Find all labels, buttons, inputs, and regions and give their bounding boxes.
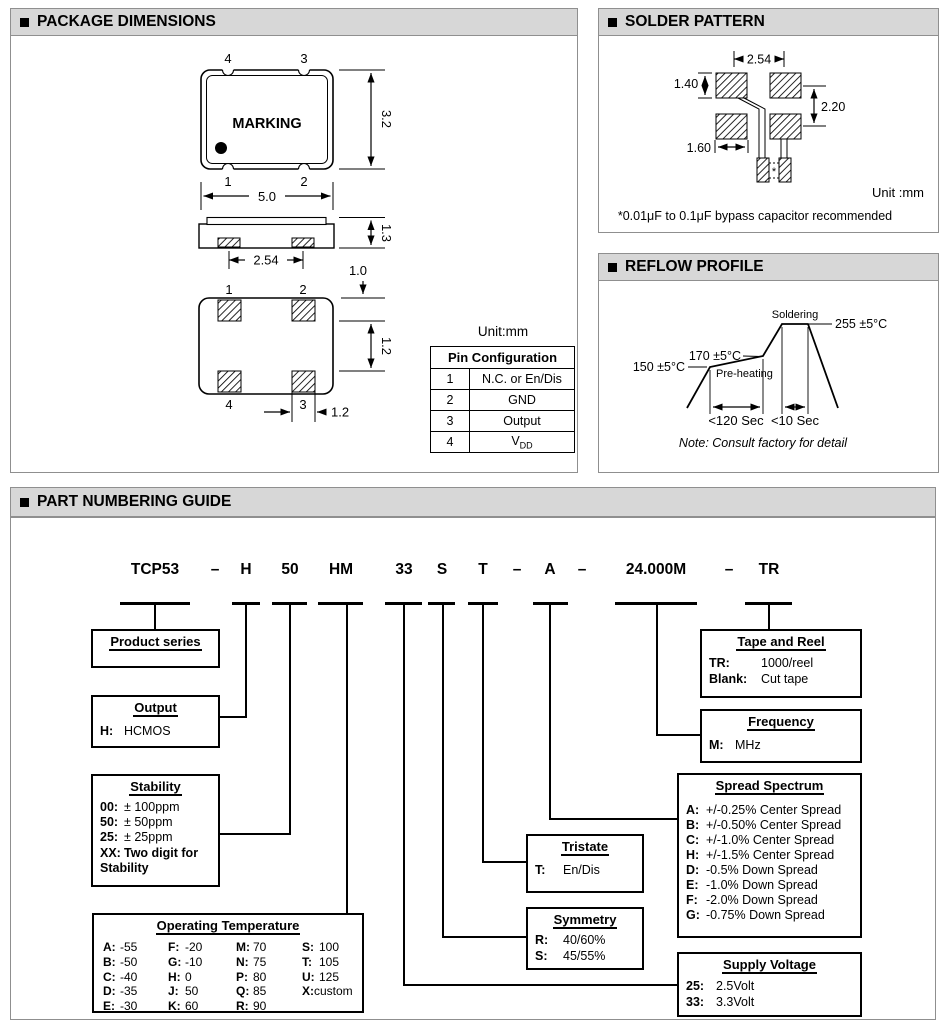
code-value: 0 xyxy=(185,969,192,984)
connector-line xyxy=(549,818,677,820)
code-line xyxy=(686,818,860,833)
code-value: 70 xyxy=(253,940,267,954)
section-bullet-icon xyxy=(608,18,617,27)
code-value: -2.0% Down Spread xyxy=(706,893,818,907)
code-value: -0.75% Down Spread xyxy=(706,908,825,922)
code-value: 80 xyxy=(253,969,267,984)
code-value: custom xyxy=(314,984,353,999)
connector-line xyxy=(403,984,677,986)
part-number-token: T xyxy=(478,561,488,578)
section-title: PACKAGE DIMENSIONS xyxy=(37,13,216,30)
code-key: R: xyxy=(535,933,549,947)
section-title: REFLOW PROFILE xyxy=(625,258,764,275)
reflow-profile-body xyxy=(599,281,938,472)
spread-spectrum-box xyxy=(677,773,862,938)
code-value: 85 xyxy=(253,984,267,999)
code-value: -30 xyxy=(120,999,138,1014)
code-key: H: xyxy=(168,969,181,984)
section-bullet-icon xyxy=(20,498,29,507)
part-number-token: HM xyxy=(328,561,354,578)
code-key: E: xyxy=(103,999,115,1014)
box-title-text: Supply Voltage xyxy=(723,957,816,972)
code-value: Cut tape xyxy=(761,671,809,686)
code-value: -55 xyxy=(120,940,138,954)
code-line xyxy=(302,955,353,970)
package-dimensions-panel xyxy=(10,8,578,473)
code-value: -50 xyxy=(120,954,138,969)
code-value: -1.0% Down Spread xyxy=(706,878,818,892)
code-key: TR: xyxy=(709,656,730,670)
code-value: 45/55% xyxy=(563,948,606,963)
code-key: 00: xyxy=(100,800,119,814)
unit-label: Unit:mm xyxy=(477,324,529,339)
code-line xyxy=(686,863,860,878)
part-number-separator: – xyxy=(577,561,587,578)
solder-pattern-panel xyxy=(598,8,939,233)
code-value: Two digit for xyxy=(124,845,199,860)
code-value: 75 xyxy=(253,954,267,969)
pin-function-cell: Output xyxy=(470,411,575,432)
code-value: 40/60% xyxy=(563,933,606,947)
code-key: K: xyxy=(168,999,181,1014)
package-dimensions-body xyxy=(11,36,577,472)
product-series-box xyxy=(91,629,220,668)
code-line xyxy=(535,863,642,879)
box-title xyxy=(702,714,860,730)
vdd-sub: DD xyxy=(519,440,533,451)
box-title xyxy=(93,634,218,650)
code-line xyxy=(236,955,302,970)
code-key: M: xyxy=(236,940,250,954)
code-value: -0.5% Down Spread xyxy=(706,863,818,877)
dim-standoff-label: 1.0 xyxy=(348,263,368,278)
code-line xyxy=(100,724,218,740)
code-line xyxy=(302,970,353,985)
pin-table-header-row xyxy=(431,347,575,369)
tristate-box xyxy=(526,834,644,893)
code-key: H: xyxy=(686,848,700,862)
part-number-token: H xyxy=(240,561,252,578)
code-value: 50 xyxy=(185,984,199,999)
code-line xyxy=(168,999,236,1014)
code-line xyxy=(103,999,168,1014)
box-title-text: Tristate xyxy=(561,839,609,854)
reflow-profile-chart xyxy=(599,281,938,472)
code-key: 33: xyxy=(686,994,705,1009)
code-value: 3.3Volt xyxy=(716,994,755,1009)
code-line xyxy=(686,848,860,863)
operating-temperature-grid xyxy=(103,940,362,1014)
connector-line xyxy=(442,605,444,938)
code-value: ± 50ppm xyxy=(124,815,173,830)
code-value: +/-1.5% Center Spread xyxy=(706,848,835,862)
code-line xyxy=(686,908,860,923)
connector-line xyxy=(154,605,156,629)
unit-label: Unit :mm xyxy=(872,185,924,200)
code-line xyxy=(103,940,168,955)
connector-line xyxy=(403,605,405,986)
connector-line xyxy=(482,861,526,863)
package-dimensions-header xyxy=(11,9,577,36)
preheat-temp-label: 150 ±5°C xyxy=(632,360,685,374)
pin-number-label: 3 xyxy=(300,51,308,66)
solder-pattern-header xyxy=(599,9,938,36)
part-number-token: 24.000M xyxy=(625,561,687,578)
connector-line xyxy=(442,936,526,938)
dim-pad-width-label: 1.2 xyxy=(331,404,350,420)
marking-label: MARKING xyxy=(232,116,302,132)
code-line xyxy=(302,940,353,955)
code-line xyxy=(686,833,860,848)
pin-function-cell: N.C. or En/Dis xyxy=(470,369,575,390)
part-number-separator: – xyxy=(724,561,734,578)
code-key: E: xyxy=(686,878,699,892)
part-number-token: 50 xyxy=(281,561,299,578)
box-title xyxy=(679,778,860,794)
code-value: ± 100ppm xyxy=(124,800,180,814)
temp-column xyxy=(236,940,302,1014)
section-title: PART NUMBERING GUIDE xyxy=(37,493,232,510)
code-line xyxy=(709,656,860,672)
code-line xyxy=(168,970,236,985)
code-key: S: xyxy=(302,940,314,954)
pin-number-label: 4 xyxy=(224,51,232,66)
code-line xyxy=(168,955,236,970)
code-line xyxy=(103,984,168,999)
connector-line xyxy=(220,833,291,835)
code-key: Q: xyxy=(236,984,250,999)
code-line xyxy=(686,893,860,908)
code-line xyxy=(709,672,860,688)
pin-number-label: 2 xyxy=(300,174,308,189)
connector-line xyxy=(656,605,658,736)
code-key: A: xyxy=(103,940,116,954)
package-top-view xyxy=(201,51,394,210)
pin-function-cell xyxy=(470,432,575,453)
code-value: HCMOS xyxy=(124,724,171,738)
box-title-text: Frequency xyxy=(748,714,814,729)
code-key: P: xyxy=(236,969,248,984)
connector-line xyxy=(245,605,247,718)
code-line xyxy=(302,984,353,999)
code-line xyxy=(686,878,860,893)
stability-box xyxy=(91,774,220,887)
box-title-text: Spread Spectrum xyxy=(715,778,824,793)
code-line xyxy=(236,984,302,999)
vdd-main: V xyxy=(511,433,520,448)
code-value: ± 25ppm xyxy=(124,830,173,845)
code-value: 125 xyxy=(319,969,340,984)
code-key: G: xyxy=(686,908,700,922)
box-title xyxy=(93,700,218,716)
temp-column xyxy=(302,940,353,1014)
connector-line xyxy=(656,734,700,736)
code-key: F: xyxy=(168,940,180,954)
code-key: H: xyxy=(100,724,114,738)
pin-number-label: 1 xyxy=(225,282,233,297)
section-title: SOLDER PATTERN xyxy=(625,13,765,30)
operating-temperature-box xyxy=(92,913,364,1013)
pin-number-label: 2 xyxy=(299,282,307,297)
dim-pad-height-label: 1.40 xyxy=(673,77,699,91)
code-key: G: xyxy=(168,954,182,969)
part-numbering-header xyxy=(10,487,936,517)
capacitor-asterisk: * xyxy=(771,166,777,178)
code-value: 100 xyxy=(319,940,340,954)
pin-cell: 4 xyxy=(431,432,470,453)
peak-temp-label: 255 ±5°C xyxy=(835,317,888,331)
part-number-token: 33 xyxy=(395,561,413,578)
box-title-text: Operating Temperature xyxy=(156,918,300,933)
solder-time-label: <10 Sec xyxy=(770,413,820,428)
reflow-profile-header xyxy=(599,254,938,281)
connector-line xyxy=(289,605,291,835)
code-key: 25: xyxy=(686,979,705,993)
code-value: +/-0.50% Center Spread xyxy=(706,818,842,832)
code-key: Blank: xyxy=(709,671,748,686)
code-line xyxy=(236,970,302,985)
pin-table-row xyxy=(431,369,575,390)
code-line xyxy=(535,949,642,965)
code-line-wrap: Stability xyxy=(100,860,149,875)
code-value: 60 xyxy=(185,999,199,1014)
temp-column xyxy=(168,940,236,1014)
solder-pattern-body xyxy=(599,36,938,232)
token-underline xyxy=(318,602,363,605)
box-title-text: Symmetry xyxy=(553,912,617,927)
code-line xyxy=(168,984,236,999)
code-key: A: xyxy=(686,803,700,817)
dim-thickness-label: 1.3 xyxy=(379,223,394,243)
box-title-text: Output xyxy=(134,700,177,715)
dim-height-label: 3.2 xyxy=(379,109,394,129)
box-title xyxy=(679,957,860,973)
code-line xyxy=(686,979,860,995)
temp-column xyxy=(103,940,168,1014)
dim-pad-row-gap-label: 1.2 xyxy=(379,336,394,356)
code-value: 1000/reel xyxy=(761,656,814,670)
section-bullet-icon xyxy=(608,263,617,272)
code-key: X: xyxy=(302,984,314,999)
code-key: B: xyxy=(103,954,116,969)
frequency-box xyxy=(700,709,862,763)
code-key: M: xyxy=(709,738,724,752)
code-value: +/-1.0% Center Spread xyxy=(706,833,835,847)
symmetry-box xyxy=(526,907,644,970)
code-key: F: xyxy=(686,893,698,907)
tape-and-reel-box xyxy=(700,629,862,698)
dim-width-label: 5.0 xyxy=(257,189,277,204)
part-number-token: TR xyxy=(758,561,780,578)
code-line xyxy=(686,803,860,818)
code-line xyxy=(236,999,302,1014)
dim-pad-width-label: 1.60 xyxy=(686,141,711,155)
code-key: XX: xyxy=(100,845,121,860)
dim-pad-pitch-label: 2.54 xyxy=(253,252,279,268)
output-box xyxy=(91,695,220,748)
code-key: D: xyxy=(686,863,700,877)
soldering-label: Soldering xyxy=(771,309,819,321)
connector-line xyxy=(768,605,770,629)
pin-number-label: 1 xyxy=(224,174,232,189)
code-key: T: xyxy=(535,863,546,877)
code-key: D: xyxy=(103,984,116,999)
connector-line xyxy=(220,716,247,718)
code-key: 25: xyxy=(100,830,119,845)
code-line xyxy=(103,970,168,985)
preheat-time-label: <120 Sec xyxy=(708,413,764,428)
part-number-token: A xyxy=(544,561,556,578)
code-line xyxy=(100,815,218,830)
code-value: MHz xyxy=(735,738,761,752)
code-key: U: xyxy=(302,969,315,984)
code-key: C: xyxy=(686,833,700,847)
ramp-temp-label: 170 ±5°C xyxy=(688,349,741,363)
pin1-index-dot xyxy=(215,142,227,154)
code-line xyxy=(535,933,642,949)
reflow-note: Note: Consult factory for detail xyxy=(678,436,848,450)
bypass-capacitor-pads xyxy=(738,98,791,182)
bypass-note: *0.01μF to 0.1μF bypass capacitor recommended xyxy=(617,209,893,223)
code-key: R: xyxy=(236,999,249,1014)
pin-table-row xyxy=(431,390,575,411)
box-title xyxy=(528,912,642,928)
code-line xyxy=(709,738,860,754)
connector-line xyxy=(482,605,484,863)
code-line xyxy=(103,955,168,970)
dim-pitch-y-label: 2.20 xyxy=(821,100,846,114)
code-key: S: xyxy=(535,948,548,963)
pin-number-label: 3 xyxy=(299,397,307,412)
dim-pitch-x-label: 2.54 xyxy=(746,52,772,67)
code-value: -35 xyxy=(120,984,138,999)
code-line xyxy=(168,940,236,955)
pin-cell: 1 xyxy=(431,369,470,390)
package-bottom-view xyxy=(199,282,394,422)
code-value: 2.5Volt xyxy=(716,979,755,993)
section-bullet-icon xyxy=(20,18,29,27)
part-number-token: S xyxy=(436,561,448,578)
part-number-separator: – xyxy=(210,561,220,578)
solder-pattern-drawing xyxy=(599,36,938,232)
code-key: N: xyxy=(236,954,249,969)
box-title-text: Product series xyxy=(110,634,201,649)
code-value: +/-0.25% Center Spread xyxy=(706,803,842,817)
supply-voltage-box xyxy=(677,952,862,1017)
reflow-profile-panel xyxy=(598,253,939,473)
box-title xyxy=(528,839,642,855)
box-title-text: Tape and Reel xyxy=(737,634,825,649)
pin-cell: 2 xyxy=(431,390,470,411)
preheating-label: Pre-heating xyxy=(716,368,773,380)
code-value: -10 xyxy=(185,954,203,969)
connector-line xyxy=(549,605,551,820)
box-title xyxy=(702,634,860,650)
code-key: J: xyxy=(168,984,179,999)
box-title xyxy=(94,918,362,934)
code-key: T: xyxy=(302,954,312,969)
code-line xyxy=(100,800,218,815)
pin-number-label: 4 xyxy=(225,397,233,412)
code-value: En/Dis xyxy=(563,863,600,877)
pin-function-cell: GND xyxy=(470,390,575,411)
part-number-token: TCP53 xyxy=(130,561,180,578)
pin-table-row xyxy=(431,432,575,453)
code-key: 50: xyxy=(100,815,119,830)
pin-table-row xyxy=(431,411,575,432)
code-value: 90 xyxy=(253,999,267,1014)
code-value: -20 xyxy=(185,940,203,954)
pin-cell: 3 xyxy=(431,411,470,432)
code-line xyxy=(100,846,218,861)
code-line xyxy=(100,830,218,845)
code-key: B: xyxy=(686,818,700,832)
box-title-text: Stability xyxy=(130,779,181,794)
code-key: C: xyxy=(103,969,116,984)
code-line xyxy=(236,940,302,955)
code-value: -40 xyxy=(120,969,138,984)
box-title xyxy=(93,779,218,795)
connector-line xyxy=(346,605,348,913)
code-value: 105 xyxy=(319,954,340,969)
pin-table-header: Pin Configuration xyxy=(431,347,575,369)
pin-configuration-table xyxy=(430,346,575,453)
code-line xyxy=(686,995,860,1011)
part-number-separator: – xyxy=(512,561,522,578)
